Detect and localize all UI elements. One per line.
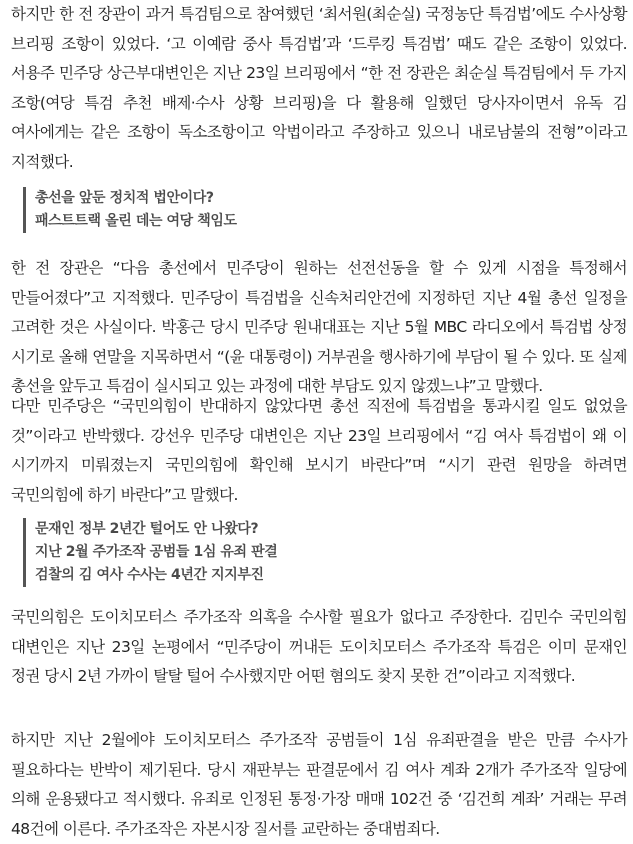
subheading-line: 검찰의 김 여사 수사는 4년간 지지부진: [35, 567, 264, 583]
article-paragraph: 한 전 장관은 “다음 총선에서 민주당이 원하는 선전선동을 할 수 있게 시점을 특정해서 만들어졌다”고 지적했다. 민주당이 특검법을 신속처리안건에 지정하던 지난 4월 총선 일정을 고려한 것은 사실이다. 박홍근 당시 민주당 원내대표는 지난 5월 MBC 라디오에서 특검법 상정 시기로 올해 연말을 지목하면서 “(윤 대통령이) 거부권을 행사하기에 부담이 될 수 있다. 또 실제 총선을 앞두고 특검이 실시되고 있는 과정에 대한 부담도 있지 않겠느냐”고 말했다.: [11, 259, 627, 395]
article-paragraph: 다만 민주당은 “국민의힘이 반대하지 않았다면 총선 직전에 특검법을 통과시킬 일도 없었을 것”이라고 반박했다. 강선우 민주당 대변인은 지난 23일 브리핑에서 “김 여사 특검법이 왜 이 시기까지 미뤄졌는지 국민의힘에 확인해 보시기 바란다”며 “시기 관련 원망을 하려면 국민의힘에 하기 바란다”고 말했다.: [11, 397, 627, 504]
article-paragraph: 하지만 한 전 장관이 과거 특검팀으로 참여했던 ‘최서원(최순실) 국정농단 특검법’에도 수사상황 브리핑 조항이 있었다. ‘고 이예람 중사 특검법’과 ‘드루킹 특검법’ 때도 같은 조항이 있었다. 서용주 민주당 상근부대변인은 지난 23일 브리핑에서 “한 전 장관은 최순실 특검팀에서 두 가지 조항(여당 특검 추천 배제·수사 상황 브리핑)을 다 활용해 일했던 당사자이면서 유독 김 여사에게는 같은 조항이 독소조항이고 악법이라고 주장하고 있으니 내로남불의 전형”이라고 지적했다.: [11, 5, 627, 171]
article-paragraph: 국민의힘은 도이치모터스 주가조작 의혹을 수사할 필요가 없다고 주장한다. 김민수 국민의힘 대변인은 지난 23일 논평에서 “민주당이 꺼내든 도이치모터스 주가조작 특검은 이미 문재인 정권 당시 2년 가까이 탈탈 털어 수사했지만 어떤 혐의도 찾지 못한 건”이라고 지적했다.: [11, 608, 627, 685]
subheading-block: [23, 518, 277, 587]
subheading-block: [23, 187, 237, 233]
subheading-line: 패스트트랙 올린 데는 여당 책임도: [35, 213, 237, 229]
subheading-line: 지난 2월 주가조작 공범들 1심 유죄 판결: [35, 544, 278, 560]
article-paragraph: 하지만 지난 2월에야 도이치모터스 주가조작 공범들이 1심 유죄판결을 받은 만큼 수사가 필요하다는 반박이 제기된다. 당시 재판부는 판결문에서 김 여사 계좌 2개가 주가조작 일당에 의해 운용됐다고 적시했다. 유죄로 인정된 통정·가장 매매 102건 중 ‘김건희 계좌’ 거래는 무려 48건에 이른다. 주가조작은 자본시장 질서를 교란하는 중대범죄다.: [11, 731, 627, 838]
subheading-line: 문재인 정부 2년간 털어도 안 나왔다?: [35, 521, 259, 537]
subheading-line: 총선을 앞둔 정치적 법안이다?: [35, 190, 214, 206]
